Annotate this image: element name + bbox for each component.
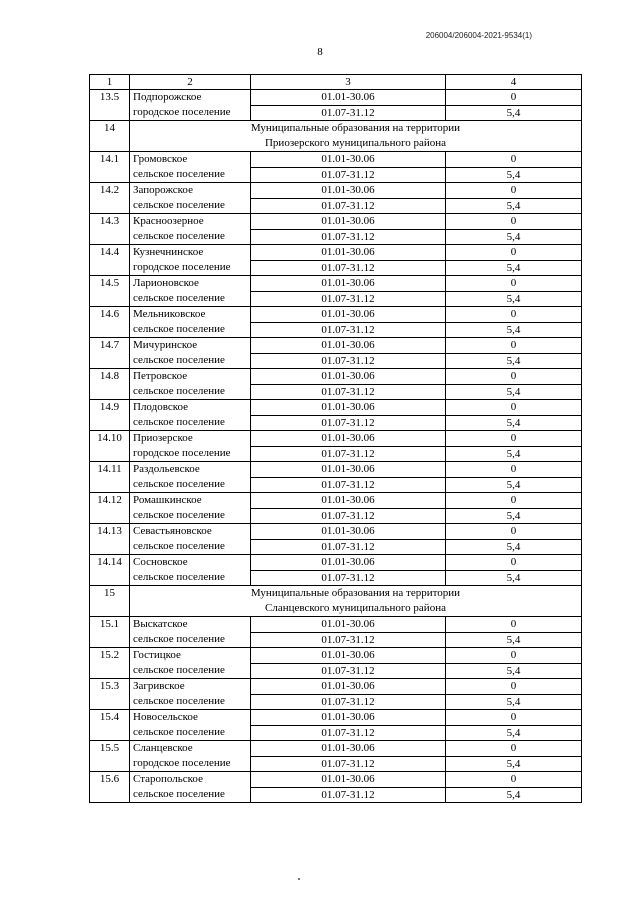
value-cell: 5,4 (446, 787, 582, 803)
municipality-name (130, 152, 251, 183)
column-header: 3 (251, 75, 446, 90)
row-number: 15.5 (90, 741, 130, 772)
table-row (90, 276, 582, 292)
row-number: 14.6 (90, 307, 130, 338)
value-cell: 0 (446, 648, 582, 664)
value-cell: 0 (446, 431, 582, 447)
region-title-line: Муниципальные образования на территории (250, 587, 461, 599)
row-number: 14.7 (90, 338, 130, 369)
value-cell: 5,4 (446, 291, 582, 307)
table-row (90, 369, 582, 385)
municipality-type-line: городское поселение (133, 261, 231, 273)
municipality-name (130, 493, 251, 524)
municipality-name-line: Ромашкинское (133, 494, 202, 506)
value-cell: 0 (446, 214, 582, 230)
row-number: 14.5 (90, 276, 130, 307)
municipality-type-line: сельское поселение (133, 633, 225, 645)
municipality-name (130, 679, 251, 710)
period-cell: 01.07-31.12 (251, 353, 446, 369)
value-cell: 0 (446, 183, 582, 199)
period-cell: 01.01-30.06 (251, 214, 446, 230)
row-number: 15.6 (90, 772, 130, 803)
table-row (90, 679, 582, 695)
table-row (90, 183, 582, 199)
table-row (90, 152, 582, 168)
municipality-name-line: Подпорожское (133, 91, 202, 103)
row-number: 15.4 (90, 710, 130, 741)
period-cell: 01.07-31.12 (251, 260, 446, 276)
municipality-name-line: Раздольевское (133, 463, 200, 475)
period-cell: 01.07-31.12 (251, 663, 446, 679)
region-title (130, 586, 582, 617)
period-cell: 01.07-31.12 (251, 477, 446, 493)
period-cell: 01.01-30.06 (251, 524, 446, 540)
value-cell: 5,4 (446, 508, 582, 524)
period-cell: 01.07-31.12 (251, 694, 446, 710)
period-cell: 01.07-31.12 (251, 446, 446, 462)
municipality-name-line: Севастьяновское (133, 525, 212, 537)
period-cell: 01.01-30.06 (251, 90, 446, 106)
municipality-name (130, 772, 251, 803)
period-cell: 01.01-30.06 (251, 245, 446, 261)
municipality-type-line: сельское поселение (133, 168, 225, 180)
row-number: 14.1 (90, 152, 130, 183)
municipality-name (130, 400, 251, 431)
municipality-type-line: сельское поселение (133, 726, 225, 738)
municipality-name-line: Запорожское (133, 184, 193, 196)
table-row (90, 431, 582, 447)
period-cell: 01.07-31.12 (251, 167, 446, 183)
table-row (90, 493, 582, 509)
municipality-type-line: сельское поселение (133, 478, 225, 490)
period-cell: 01.01-30.06 (251, 741, 446, 757)
municipality-name-line: Сосновское (133, 556, 188, 568)
municipality-name-line: Петровское (133, 370, 188, 382)
municipality-name (130, 555, 251, 586)
municipality-name (130, 710, 251, 741)
value-cell: 5,4 (446, 694, 582, 710)
value-cell: 5,4 (446, 384, 582, 400)
municipality-type-line: сельское поселение (133, 540, 225, 552)
table-row (90, 400, 582, 416)
value-cell: 5,4 (446, 105, 582, 121)
value-cell: 0 (446, 555, 582, 571)
period-cell: 01.01-30.06 (251, 338, 446, 354)
municipality-name-line: Красноозерное (133, 215, 204, 227)
value-cell: 5,4 (446, 725, 582, 741)
table-row (90, 245, 582, 261)
region-title-line: Муниципальные образования на территории (250, 122, 461, 134)
table-row (90, 307, 582, 323)
row-number: 14.10 (90, 431, 130, 462)
municipality-type-line: сельское поселение (133, 788, 225, 800)
row-number: 14.11 (90, 462, 130, 493)
value-cell: 5,4 (446, 539, 582, 555)
period-cell: 01.07-31.12 (251, 570, 446, 586)
table-row (90, 90, 582, 106)
period-cell: 01.01-30.06 (251, 772, 446, 788)
column-header: 2 (130, 75, 251, 90)
document-id: 206004/206004-2021-9534(1) (425, 31, 532, 40)
municipality-type-line: сельское поселение (133, 354, 225, 366)
row-number: 15.3 (90, 679, 130, 710)
municipality-name-line: Приозерское (133, 432, 193, 444)
period-cell: 01.01-30.06 (251, 555, 446, 571)
municipality-name-line: Выскатское (133, 618, 188, 630)
row-number: 14.12 (90, 493, 130, 524)
row-number: 14.9 (90, 400, 130, 431)
period-cell: 01.07-31.12 (251, 291, 446, 307)
row-number: 14.4 (90, 245, 130, 276)
period-cell: 01.07-31.12 (251, 384, 446, 400)
value-cell: 5,4 (446, 167, 582, 183)
period-cell: 01.01-30.06 (251, 307, 446, 323)
value-cell: 0 (446, 369, 582, 385)
municipality-name (130, 276, 251, 307)
period-cell: 01.07-31.12 (251, 632, 446, 648)
value-cell: 0 (446, 617, 582, 633)
municipality-type-line: сельское поселение (133, 385, 225, 397)
value-cell: 0 (446, 524, 582, 540)
value-cell: 0 (446, 462, 582, 478)
municipality-name-line: Плодовское (133, 401, 189, 413)
municipality-name (130, 431, 251, 462)
period-cell: 01.07-31.12 (251, 725, 446, 741)
municipality-name (130, 214, 251, 245)
scan-speck (298, 878, 300, 880)
period-cell: 01.07-31.12 (251, 105, 446, 121)
period-cell: 01.01-30.06 (251, 493, 446, 509)
municipality-type-line: городское поселение (133, 447, 231, 459)
row-number: 13.5 (90, 90, 130, 121)
period-cell: 01.07-31.12 (251, 787, 446, 803)
value-cell: 5,4 (446, 353, 582, 369)
table-row (90, 462, 582, 478)
period-cell: 01.07-31.12 (251, 322, 446, 338)
value-cell: 0 (446, 493, 582, 509)
period-cell: 01.01-30.06 (251, 648, 446, 664)
value-cell: 5,4 (446, 756, 582, 772)
row-number: 14.14 (90, 555, 130, 586)
period-cell: 01.07-31.12 (251, 198, 446, 214)
table-row (90, 648, 582, 664)
period-cell: 01.01-30.06 (251, 152, 446, 168)
period-cell: 01.01-30.06 (251, 369, 446, 385)
region-title (130, 121, 582, 152)
value-cell: 0 (446, 741, 582, 757)
value-cell: 5,4 (446, 229, 582, 245)
municipality-name (130, 90, 251, 121)
value-cell: 0 (446, 307, 582, 323)
period-cell: 01.07-31.12 (251, 539, 446, 555)
value-cell: 0 (446, 338, 582, 354)
municipality-name-line: Мичуринское (133, 339, 198, 351)
municipality-name (130, 648, 251, 679)
value-cell: 5,4 (446, 322, 582, 338)
municipality-name (130, 183, 251, 214)
period-cell: 01.01-30.06 (251, 183, 446, 199)
municipality-type-line: сельское поселение (133, 230, 225, 242)
row-number: 14.13 (90, 524, 130, 555)
period-cell: 01.01-30.06 (251, 617, 446, 633)
value-cell: 0 (446, 276, 582, 292)
region-title-line: Приозерского муниципального района (264, 137, 446, 149)
table-row (90, 617, 582, 633)
period-cell: 01.07-31.12 (251, 508, 446, 524)
period-cell: 01.01-30.06 (251, 431, 446, 447)
period-cell: 01.01-30.06 (251, 679, 446, 695)
municipality-name (130, 462, 251, 493)
municipality-type-line: сельское поселение (133, 292, 225, 304)
municipality-type-line: сельское поселение (133, 571, 225, 583)
municipality-name (130, 245, 251, 276)
value-cell: 5,4 (446, 198, 582, 214)
municipality-name (130, 338, 251, 369)
row-number: 15.2 (90, 648, 130, 679)
municipality-name (130, 741, 251, 772)
value-cell: 5,4 (446, 477, 582, 493)
value-cell: 5,4 (446, 663, 582, 679)
value-cell: 0 (446, 679, 582, 695)
municipality-type-line: сельское поселение (133, 509, 225, 521)
column-header: 1 (90, 75, 130, 90)
value-cell: 0 (446, 245, 582, 261)
municipality-name-line: Загривское (133, 680, 185, 692)
table-row (90, 214, 582, 230)
page-number: 8 (317, 46, 323, 58)
table-row (90, 524, 582, 540)
table-row (90, 710, 582, 726)
municipality-name (130, 369, 251, 400)
region-row (90, 121, 582, 152)
row-number: 14.2 (90, 183, 130, 214)
municipality-type-line: городское поселение (133, 757, 231, 769)
value-cell: 5,4 (446, 570, 582, 586)
column-header-row (90, 75, 582, 90)
municipality-name (130, 617, 251, 648)
value-cell: 5,4 (446, 415, 582, 431)
municipality-name-line: Громовское (133, 153, 188, 165)
municipality-name-line: Сланцевское (133, 742, 193, 754)
municipality-name (130, 524, 251, 555)
municipality-type-line: сельское поселение (133, 664, 225, 676)
municipality-name (130, 307, 251, 338)
municipality-name-line: Гостицкое (133, 649, 181, 661)
municipality-name-line: Ларионовское (133, 277, 199, 289)
municipality-type-line: сельское поселение (133, 416, 225, 428)
row-number: 15 (90, 586, 130, 617)
value-cell: 0 (446, 90, 582, 106)
value-cell: 0 (446, 772, 582, 788)
table-row (90, 772, 582, 788)
period-cell: 01.01-30.06 (251, 400, 446, 416)
municipality-name-line: Мельниковское (133, 308, 206, 320)
row-number: 14.3 (90, 214, 130, 245)
period-cell: 01.07-31.12 (251, 756, 446, 772)
row-number: 14.8 (90, 369, 130, 400)
municipality-type-line: сельское поселение (133, 695, 225, 707)
value-cell: 0 (446, 152, 582, 168)
row-number: 15.1 (90, 617, 130, 648)
municipality-name-line: Кузнечнинское (133, 246, 204, 258)
table-body (90, 75, 582, 803)
value-cell: 5,4 (446, 632, 582, 648)
period-cell: 01.07-31.12 (251, 415, 446, 431)
region-title-line: Сланцевского муниципального района (265, 602, 446, 614)
value-cell: 0 (446, 710, 582, 726)
municipality-type-line: сельское поселение (133, 199, 225, 211)
municipality-type-line: сельское поселение (133, 323, 225, 335)
period-cell: 01.01-30.06 (251, 276, 446, 292)
municipality-name-line: Старопольское (133, 773, 203, 785)
table-row (90, 338, 582, 354)
value-cell: 0 (446, 400, 582, 416)
table-row (90, 741, 582, 757)
municipality-name-line: Новосельское (133, 711, 198, 723)
value-cell: 5,4 (446, 446, 582, 462)
table-row (90, 555, 582, 571)
region-row (90, 586, 582, 617)
value-cell: 5,4 (446, 260, 582, 276)
column-header: 4 (446, 75, 582, 90)
period-cell: 01.07-31.12 (251, 229, 446, 245)
period-cell: 01.01-30.06 (251, 462, 446, 478)
municipality-type-line: городское поселение (133, 106, 231, 118)
tariff-table (89, 74, 582, 803)
row-number: 14 (90, 121, 130, 152)
period-cell: 01.01-30.06 (251, 710, 446, 726)
